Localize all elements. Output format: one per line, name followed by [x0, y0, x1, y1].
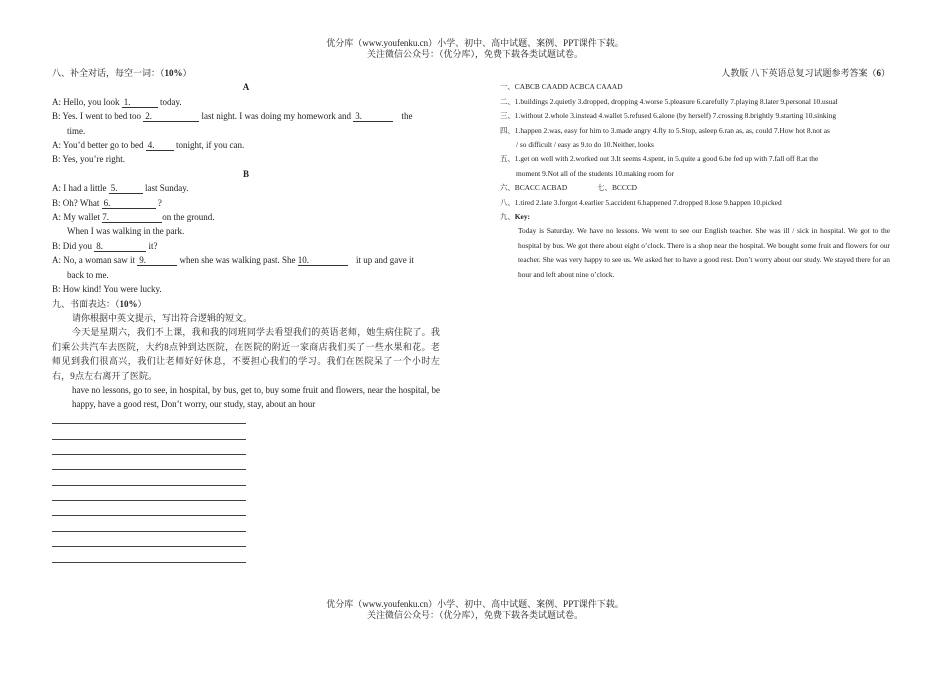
dialog-a-line-4: B: Yes, you’re right. [52, 154, 126, 165]
answer-1: 一、CABCB CAADD ACBCA CAAAD [500, 82, 623, 92]
writing-line[interactable] [52, 440, 246, 455]
answer-5-cont: moment 9.Not all of the students 10.making room for [516, 168, 675, 178]
blank-5[interactable]: 5. [109, 183, 143, 194]
answer-key-title: 人教版 八下英语总复习试题参考答案（6） [721, 68, 890, 78]
blank-6[interactable]: 6. [102, 198, 156, 209]
blank-10[interactable]: 10. [298, 255, 348, 266]
blank-3[interactable]: 3. [353, 111, 393, 122]
answer-8: 八、1.tired 2.late 3.forgot 4.earlier 5.accident 6.happened 7.dropped 8.lose 9.happen 10.picked [500, 197, 782, 207]
section-9-chinese-prompt: 今天是星期六，我们不上课，我和我的同班同学去看望我们的英语老师，她生病住院了。我们乘公共汽车去医院，大约8点钟到达医院，在医院的附近一家商店我们买了一些水果和花。老师见到我们很高兴，我们让老师好好休息，不要担心我们的学习。我们在医院呆了一个小时左右，9点左右离开了医院。 [52, 327, 440, 381]
dialog-a-line-2: B: Yes. I went to bed too 2. last night. I was doing my homework and 3. the [52, 111, 413, 122]
writing-line[interactable] [52, 501, 246, 516]
answer-9: 九、Key: [500, 212, 530, 222]
blank-9[interactable]: 9. [137, 255, 177, 266]
footer-line-2: 关注微信公众号：（优分库），免费下载各类试题试卷。 [366, 610, 583, 620]
answer-4-cont: / so difficult / easy as 9.to do 10.Neither, looks [516, 140, 654, 150]
dialog-b-line-5-cont: back to me. [67, 269, 109, 280]
dialog-b-line-3: A: My wallet 7. on the ground. [52, 212, 215, 223]
footer-line-1: 优分库（www.youfenku.cn）小学、初中、高中试题、案例、PPT课件下载。 [326, 599, 624, 609]
writing-line[interactable] [52, 516, 246, 531]
dialog-b-line-4: B: Did you 8. it? [52, 240, 158, 251]
blank-8[interactable]: 8. [94, 241, 146, 252]
writing-line[interactable] [52, 424, 246, 439]
section-9-hints: have no lessons, go to see, in hospital, by bus, get to, buy some fruit and flowers, near the hospital, be happy, have a good rest, Don’t worry, our study, stay, about an hour [72, 384, 440, 410]
section-8-title: 八、补全对话，每空一词：（10%） [52, 68, 192, 78]
page-footer [0, 599, 950, 621]
writing-line[interactable] [52, 532, 246, 547]
header-line-1: 优分库（www.youfenku.cn）小学、初中、高中试题、案例、PPT课件下载。 [326, 38, 624, 48]
answer-6-7: 六、BCACC ACBAD 七、BCCCD [500, 183, 638, 193]
dialog-b-label: B [242, 168, 249, 179]
dialog-a-line-2-cont: time. [67, 125, 86, 136]
header-line-2: 关注微信公众号：（优分库），免费下载各类试题试卷。 [366, 49, 583, 59]
dialog-b-line-2: B: Oh? What 6. ? [52, 197, 162, 208]
dialog-a-label: A [242, 82, 250, 93]
dialog-b-line-5: A: No, a woman saw it 9. when she was walking past. She 10. it up and gave it [52, 255, 414, 266]
dialog-b-line-1: A: I had a little 5. last Sunday. [52, 183, 189, 194]
section-9-title: 九、书面表达：（10%） [52, 298, 147, 309]
blank-7[interactable]: 7. [102, 212, 162, 223]
dialog-a-line-1: A: Hello, you look 1. today. [52, 96, 182, 107]
section-9-instruction: 请你根据中英文提示，写出符合逻辑的短文。 [72, 312, 253, 323]
answer-2: 二、1.buildings 2.quietly 3.dropped, dropping 4.worse 5.pleasure 6.carefully 7.playing 8.later 9.personal 10.usual [500, 96, 838, 106]
answer-4: 四、1.happen 2.was, easy for him to 3.made angry 4.fly to 5.Stop, asleep 6.ran as, as, could 7.How hot 8.not as [500, 125, 830, 135]
writing-line[interactable] [52, 486, 246, 501]
right-column [500, 66, 890, 282]
blank-1[interactable]: 1. [122, 97, 158, 108]
answer-3: 三、1.without 2.whole 3.instead 4.wallet 5.refused 6.alone (by herself) 7.crossing 8.brightly 9.starting 10.sinking [500, 111, 837, 121]
left-column [52, 66, 440, 563]
blank-4[interactable]: 4. [146, 140, 174, 151]
dialog-b-line-3-cont: When I was walking in the park. [67, 226, 185, 237]
writing-line[interactable] [52, 470, 246, 485]
blank-2[interactable]: 2. [143, 111, 199, 122]
writing-area[interactable] [52, 409, 440, 563]
dialog-b-line-6: B: How kind! You were lucky. [52, 284, 162, 295]
page-header [0, 38, 950, 60]
dialog-a-line-3: A: You’d better go to bed 4. tonight, if you can. [52, 140, 245, 151]
answer-9-essay: Today is Saturday. We have no lessons. We went to see our English teacher. She was ill / sick in hospital. We got to the hospital by bus. We got there about eight o’clock. There is a shop near the hospital. We bought some fruit and flowers for our teacher. She was very happy to see us. We asked her to have a good rest. Don’t worry about our study. We stayed there for an hour and left about nine o’clock. [518, 226, 890, 279]
answer-5: 五、1.get on well with 2.worked out 3.It seems 4.spent, in 5.quite a good 6.be fed up with 7.fall off 8.at the [500, 154, 819, 164]
writing-line[interactable] [52, 547, 246, 562]
writing-line[interactable] [52, 455, 246, 470]
